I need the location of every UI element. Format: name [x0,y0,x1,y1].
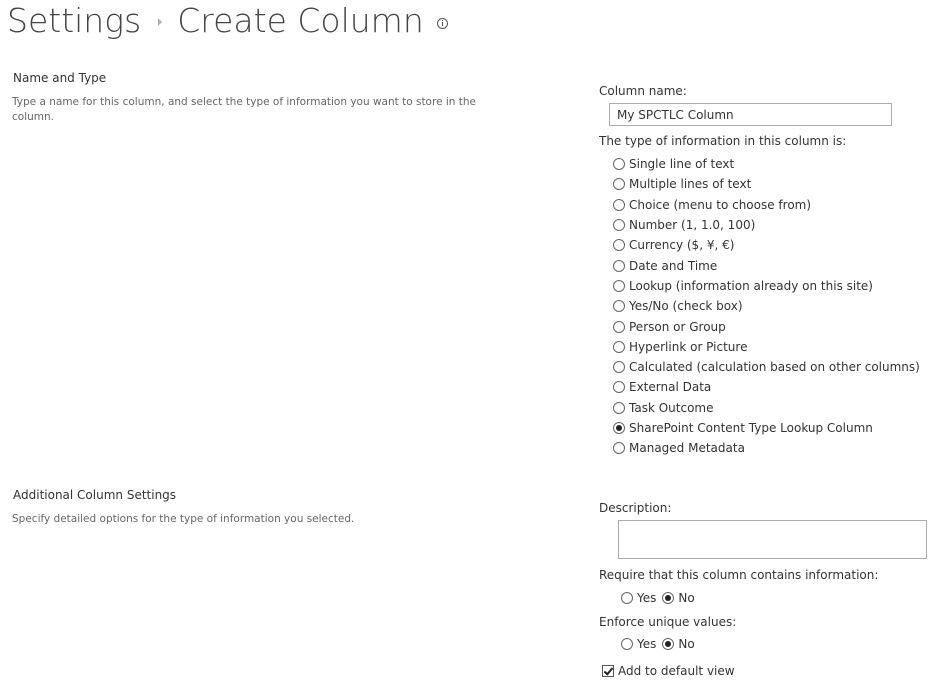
column-type-option-label: Yes/No (check box) [629,299,743,314]
column-type-option[interactable] [613,276,920,296]
enforce-unique-label: Enforce unique values: [599,615,737,629]
unique-yes-option[interactable] [621,637,656,651]
column-type-option[interactable] [613,174,920,194]
add-to-default-view-checkbox[interactable] [602,665,614,677]
column-type-option[interactable] [613,316,920,336]
column-type-option[interactable] [613,195,920,215]
column-type-option-label: Currency ($, ¥, €) [629,238,735,253]
column-type-option-label: Date and Time [629,258,718,273]
require-no-option[interactable] [662,591,694,605]
column-type-option[interactable] [613,296,920,316]
radio-button[interactable] [662,592,674,604]
radio-button[interactable] [613,422,625,434]
unique-yes-label: Yes [637,637,657,651]
info-icon[interactable] [437,18,448,29]
column-type-option-label: Managed Metadata [629,441,745,456]
require-info-label: Require that this column contains information: [599,568,879,582]
unique-no-option[interactable] [662,637,694,651]
add-to-default-view-option[interactable] [602,664,735,678]
breadcrumb-settings-link[interactable]: Settings [7,0,142,40]
column-type-option[interactable] [613,357,920,377]
column-type-option-label: SharePoint Content Type Lookup Column [629,421,873,435]
column-type-option-label: Calculated (calculation based on other columns) [629,360,920,375]
column-type-option-label: Lookup (information already on this site) [629,278,873,293]
column-type-label: The type of information in this column is: [599,134,847,148]
radio-button[interactable] [613,199,625,211]
page-title: Create Column [177,0,424,40]
enforce-unique-radio-group [621,637,701,651]
column-type-option-label: External Data [629,380,712,395]
radio-button[interactable] [613,321,625,333]
column-type-option[interactable] [613,255,920,275]
column-type-option[interactable] [613,235,920,255]
column-type-option-label: Single line of text [629,157,735,172]
radio-button[interactable] [613,178,625,190]
radio-button[interactable] [613,219,625,231]
column-type-option[interactable] [613,154,920,174]
radio-button[interactable] [613,158,625,170]
column-type-radio-group [613,154,920,458]
radio-button[interactable] [613,402,625,414]
radio-button[interactable] [662,638,674,650]
radio-button[interactable] [613,442,625,454]
section-title-additional-settings: Additional Column Settings [13,488,177,502]
column-type-option-label: Number (1, 1.0, 100) [629,218,756,233]
column-type-option-label: Hyperlink or Picture [629,339,748,354]
require-info-radio-group [621,591,701,605]
section-desc-name-and-type: Type a name for this column, and select the type of information you want to store in the column. [12,96,477,123]
breadcrumb-separator-icon [158,18,162,26]
add-to-default-view-label: Add to default view [618,664,735,678]
column-type-option[interactable] [613,377,920,397]
column-type-option[interactable] [613,215,920,235]
radio-button[interactable] [613,361,625,373]
column-name-input[interactable] [609,103,892,126]
radio-button[interactable] [613,381,625,393]
column-type-option-label: Multiple lines of text [629,177,752,192]
breadcrumb [7,0,448,44]
column-type-option[interactable] [613,398,920,418]
radio-button[interactable] [621,592,633,604]
require-yes-option[interactable] [621,591,656,605]
radio-button[interactable] [613,260,625,272]
radio-button[interactable] [613,280,625,292]
column-type-option[interactable] [613,418,920,438]
description-textarea[interactable] [618,520,927,559]
column-type-option-label: Task Outcome [629,400,714,415]
column-type-option-label: Person or Group [629,319,726,334]
require-no-label: No [678,591,695,605]
radio-button[interactable] [613,300,625,312]
require-yes-label: Yes [637,591,657,605]
radio-button[interactable] [621,638,633,650]
radio-button[interactable] [613,341,625,353]
column-type-option[interactable] [613,337,920,357]
section-desc-additional-settings: Specify detailed options for the type of information you selected. [12,513,355,525]
section-title-name-and-type: Name and Type [13,71,107,85]
description-label: Description: [599,501,672,515]
radio-button[interactable] [613,239,625,251]
column-type-option[interactable] [613,438,920,458]
unique-no-label: No [678,637,695,651]
column-name-label: Column name: [599,84,687,98]
column-type-option-label: Choice (menu to choose from) [629,197,812,212]
